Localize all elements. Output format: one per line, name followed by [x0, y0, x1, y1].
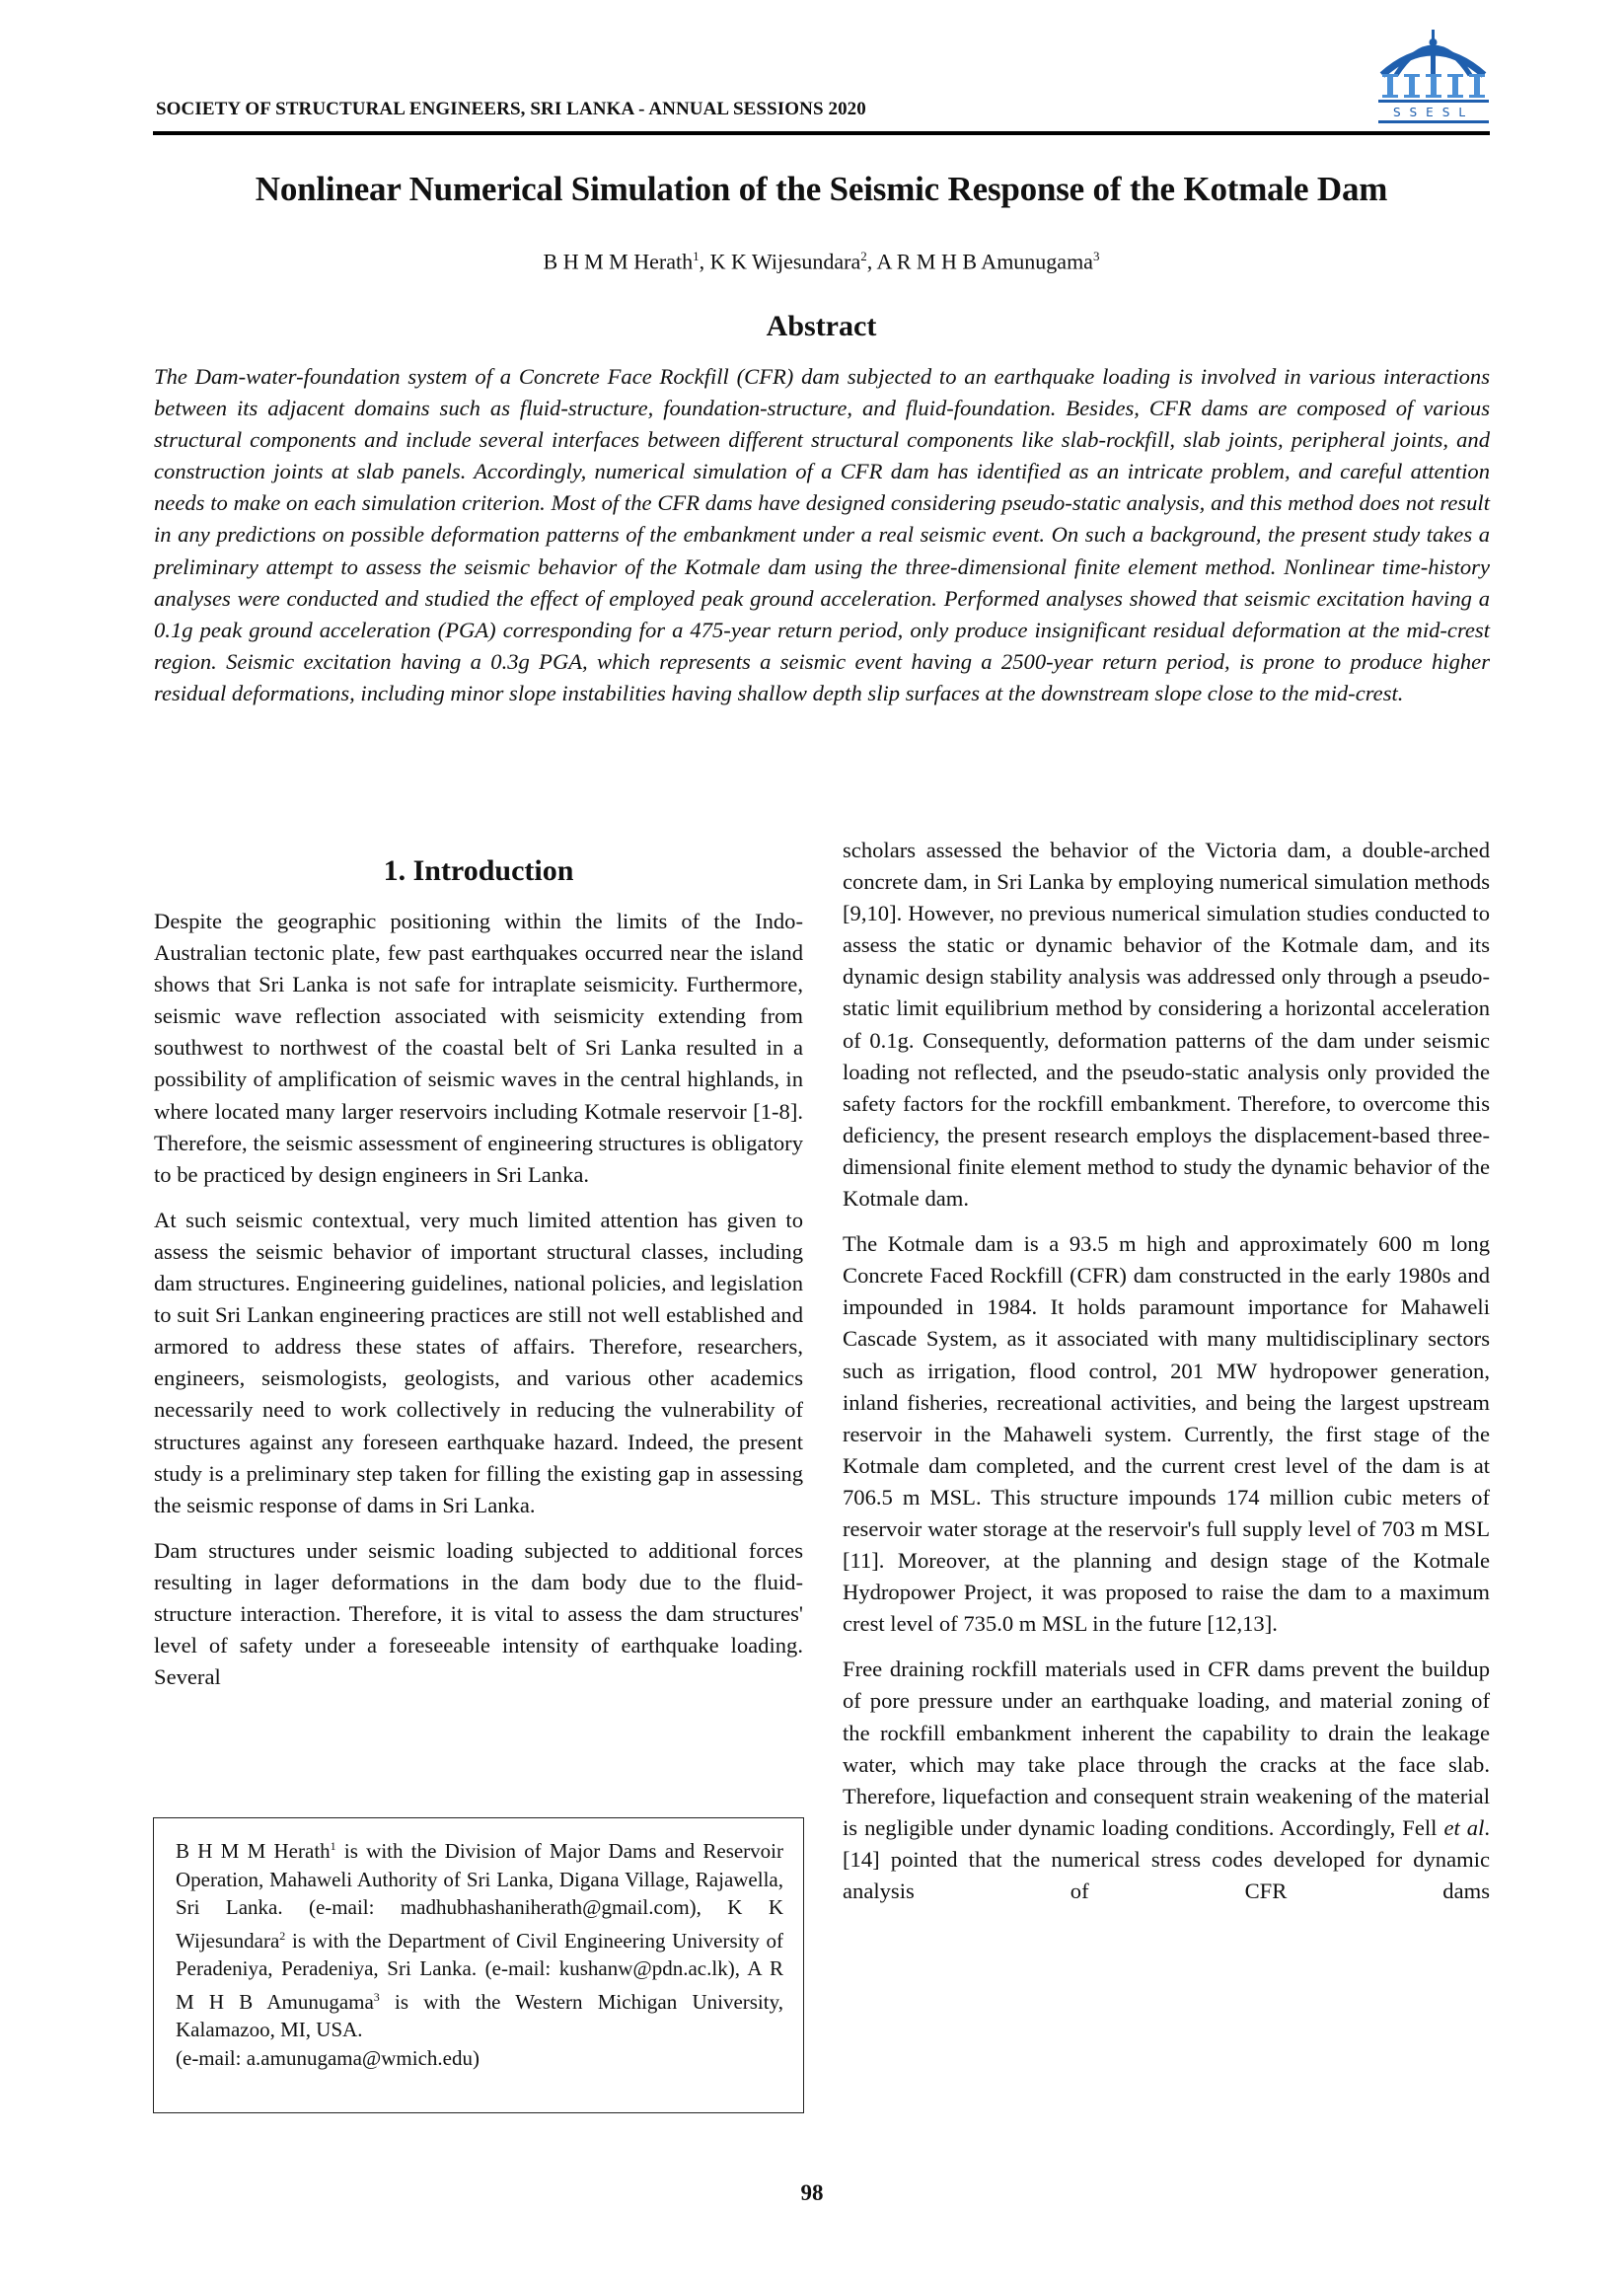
- running-header: SOCIETY OF STRUCTURAL ENGINEERS, SRI LANKA - ANNUAL SESSIONS 2020: [156, 99, 866, 119]
- body-paragraph: The Kotmale dam is a 93.5 m high and approximately 600 m long Concrete Faced Rockfill (CFR) dam constructed in the early 1980s and impounded in 1984. It holds paramount importance for Mahaweli Cascade System, as it associated with many multidisciplinary sectors such as irrigation, flood control, 201 MW hydropower generation, inland fisheries, recreational activities, and being the largest upstream reservoir in the Mahaweli system. Currently, the first stage of the Kotmale dam completed, and the current crest level of the dam is at 706.5 m MSL. This structure impounds 174 million cubic meters of reservoir water storage at the reservoir's full supply level of 703 m MSL [11]. Moreover, at the planning and design stage of the Kotmale Hydropower Project, it was proposed to raise the dam to a maximum crest level of 735.0 m MSL in the future [12,13].: [843, 1231, 1490, 1637]
- ssesl-dome-logo-icon: [1374, 28, 1493, 126]
- svg-text:SSESL: SSESL: [1392, 106, 1475, 119]
- section-heading-introduction: 1. Introduction: [383, 854, 574, 887]
- author-affiliation-footnote: [153, 1817, 804, 2113]
- author-name: A R M H B Amunugama: [876, 249, 1093, 274]
- header-rule: [153, 131, 1490, 135]
- author-list: B H M M Herath$^1$, K K Wijesundara$^2$, A R M H B Amunugama$^3$: [543, 249, 1100, 274]
- paper-title: Nonlinear Numerical Simulation of the Seismic Response of the Kotmale Dam: [255, 170, 1388, 208]
- author-affiliation-mark: 1: [693, 249, 700, 263]
- abstract-heading: Abstract: [766, 310, 877, 342]
- abstract-text: The Dam-water-foundation system of a Concrete Face Rockfill (CFR) dam subjected to an earthquake loading is involved in various interactions between its adjacent domains such as fluid-structure, foundation-structure, and fluid-foundation. Besides, CFR dams are composed of various structural components and include several interfaces between different structural components like slab-rockfill, slab joints, peripheral joints, and construction joints at slab panels. Accordingly, numerical simulation of a CFR dam has identified as an intricate problem, and careful attention needs to make on each simulation criterion. Most of the CFR dams have designed considering pseudo-static analysis, and this method does not result in any predictions on possible deformation patterns of the embankment under a real seismic event. On such a background, the present study takes a preliminary attempt to assess the seismic behavior of the Kotmale dam using the three-dimensional finite element method. Nonlinear time-history analyses were conducted and studied the effect of employed peak ground acceleration. Performed analyses showed that seismic excitation having a 0.1g peak ground acceleration (PGA) corresponding for a 475-year return period, only produce insignificant residual deformation at the mid-crest region. Seismic excitation having a 0.3g PGA, which represents a seismic event having a 2500-year return period, is prone to produce higher residual deformations, including minor slope instabilities having shallow depth slip surfaces at the downstream slope close to the mid-crest.: [154, 364, 1490, 705]
- author-name: B H M M Herath: [543, 249, 694, 274]
- body-paragraph: scholars assessed the behavior of the Victoria dam, a double-arched concrete dam, in Sri Lanka by employing numerical simulation methods [9,10]. However, no previous numerical simulation studies conducted to assess the static or dynamic behavior of the Kotmale dam, and its dynamic design stability analysis was addressed only through a pseudo-static limit equilibrium method by considering a horizontal acceleration of 0.1g. Consequently, deformation patterns of the dam under seismic loading not reflected, and the pseudo-static analysis only provided the safety factors for the rockfill embankment. Therefore, to overcome this deficiency, the present research employs the displacement-based three-dimensional finite element method to study the dynamic behavior of the Kotmale dam.: [843, 838, 1490, 1212]
- right-column: [843, 835, 1490, 1921]
- footnote-text: B H M M Herath$^1$ is with the Division of Major Dams and Reservoir Operation, Mahaweli Authority of Sri Lanka, Digana Village, Rajawella, Sri Lanka. (e-mail: madhubhashaniherath@gmail.com), K K Wijesundara$^2$ is with the Department of Civil Engineering University of Peradeniya, Peradeniya, Sri Lanka. (e-mail: kushanw@pdn.ac.lk), A R M H B Amunugama$^3$ is with the Western Michigan University, Kalamazoo, MI, USA. (e-mail: a.amunugama@wmich.edu): [176, 1839, 784, 2070]
- body-paragraph: Dam structures under seismic loading subjected to additional forces resulting in lager deformations in the dam body due to the fluid-structure interaction. Therefore, it is vital to assess the dam structures' level of safety under a foreseeable intensity of earthquake loading. Several: [154, 1537, 803, 1690]
- author-affiliation-mark: 2: [860, 249, 867, 263]
- ssesl-logo: [1374, 28, 1493, 126]
- page-number: 98: [800, 2180, 824, 2205]
- citation-et-al: et al: [1443, 1814, 1485, 1840]
- body-paragraph: At such seismic contextual, very much limited attention has given to assess the seismic behavior of important structural classes, including dam structures. Engineering guidelines, national policies, and legislation to suit Sri Lankan engineering practices are still not well established and armored to address these states of affairs. Therefore, researchers, engineers, seismologists, geologists, and various other academics necessarily need to work collectively in reducing the vulnerability of structures against any foreseen earthquake hazard. Indeed, the present study is a preliminary step taken for filling the existing gap in assessing the seismic response of dams in Sri Lanka.: [154, 1207, 803, 1517]
- author-affiliation-mark: 3: [1092, 249, 1100, 263]
- footnote-email: (e-mail: a.amunugama@wmich.edu): [176, 2045, 480, 2070]
- body-paragraph: Despite the geographic positioning within the limits of the Indo-Australian tectonic plate, few past earthquakes occurred near the island shows that Sri Lanka is not safe for intraplate seismicity. Furthermore, seismic wave reflection associated with seismicity extending from southwest to northwest of the coastal belt of Sri Lanka resulted in a possibility of amplification of seismic waves in the central highlands, in where located many larger reservoirs including Kotmale reservoir [1-8]. Therefore, the seismic assessment of engineering structures is obligatory to be practiced by design engineers in Sri Lanka.: [154, 909, 803, 1187]
- body-paragraph: Free draining rockfill materials used in CFR dams prevent the buildup of pore pressure under an earthquake loading, and material zoning of the rockfill embankment inherent the capability to drain the leakage water, which may take place through the cracks at the face slab. Therefore, liquefaction and consequent strain weakening of the material is negligible under dynamic loading conditions. Accordingly, Fell et al. [14] pointed that the numerical stress codes developed for dynamic analysis of CFR dams: [843, 1657, 1490, 1903]
- left-column: [154, 906, 803, 1707]
- author-name: K K Wijesundara: [709, 249, 861, 274]
